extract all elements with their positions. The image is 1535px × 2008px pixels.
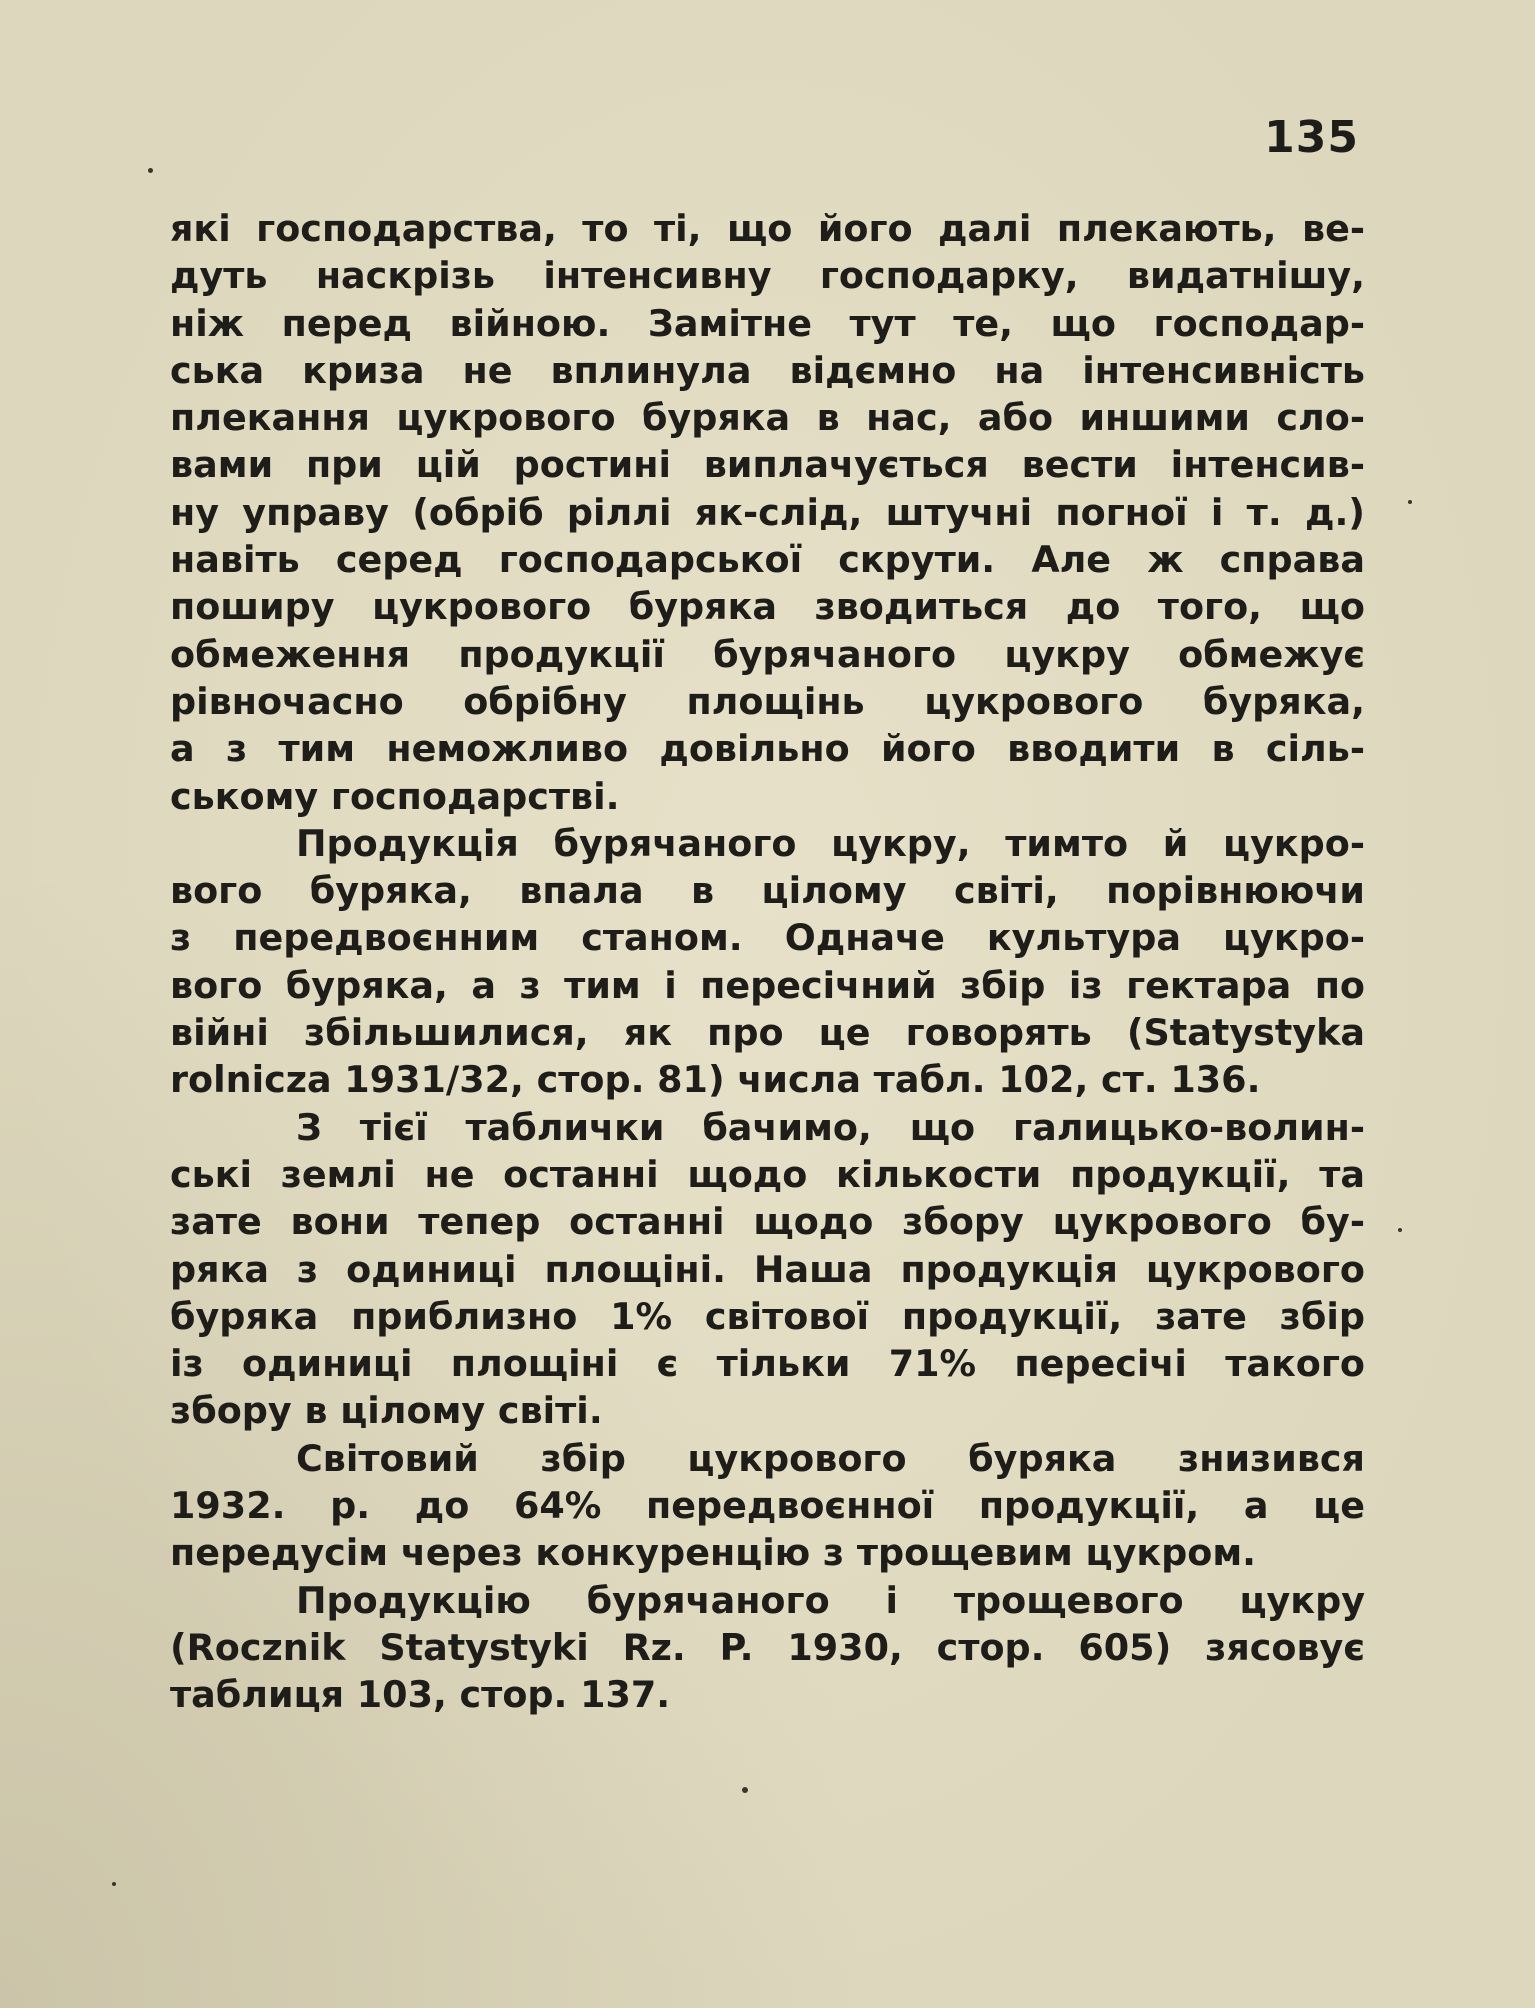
text-line: вого буряка, впала в цілому світі, порівнюючи [170, 869, 1365, 913]
text-line: обмеження продукції бурячаного цукру обмежує [170, 632, 1365, 676]
text-line: Продукцію бурячаного і трощевого цукру [296, 1578, 1365, 1622]
text-line: поширу цукрового буряка зводиться до того, що [170, 585, 1365, 629]
text-line: навіть серед господарської скрути. Але ж справа [170, 538, 1365, 582]
text-body [170, 205, 1365, 1719]
text-line: з передвоєнним станом. Одначе культура цукро- [170, 916, 1365, 960]
page-number: 135 [1264, 112, 1359, 163]
text-line: ському господарстві. [170, 774, 620, 818]
paper-speck [148, 168, 153, 173]
text-line: (Rocznik Statystyki Rz. P. 1930, стор. 605) зясовує [170, 1625, 1365, 1669]
text-line: З тієї таблички бачимо, що галицько-волин- [296, 1105, 1365, 1149]
paper-speck [742, 1787, 748, 1793]
text-line: плекання цукрового буряка в нас, або иншими сло- [170, 396, 1365, 440]
paper-speck [1398, 1228, 1402, 1232]
text-line: а з тим неможливо довільно його вводити в сіль- [170, 727, 1365, 771]
text-line: таблиця 103, стор. 137. [170, 1673, 671, 1717]
text-line: рівночасно обрібну площінь цукрового буряка, [170, 679, 1365, 723]
text-line: які господарства, то ті, що його далі плекають, ве- [170, 207, 1365, 250]
text-line: ряка з одиниці площіні. Наша продукція цукрового [170, 1247, 1365, 1291]
text-line: дуть наскрізь інтенсивну господарку, видатнішу, [170, 254, 1365, 298]
text-line: зате вони тепер останні щодо збору цукрового бу- [170, 1200, 1365, 1244]
text-line: вого буряка, а з тим і пересічний збір із гектара по [170, 963, 1365, 1007]
text-line: збору в цілому світі. [170, 1389, 603, 1433]
text-line: Світовий збір цукрового буряка знизився [296, 1436, 1365, 1480]
text-line: ська криза не вплинула відємно на інтенсивність [170, 348, 1365, 392]
text-line: ські землі не останні щодо кількости продукції, та [170, 1152, 1365, 1196]
text-line: 1932. р. до 64% передвоєнної продукції, а це [170, 1484, 1365, 1528]
paper-speck [1408, 500, 1412, 504]
text-line: із одиниці площіні є тільки 71% пересічі такого [170, 1342, 1365, 1386]
text-line: Продукція бурячаного цукру, тимто й цукро- [296, 821, 1365, 865]
text-line: вами при цій ростині виплачується вести інтенсив- [170, 443, 1365, 487]
text-line: ну управу (обріб ріллі як-слід, штучні погної і т. д.) [170, 490, 1365, 534]
text-line: війні збільшилися, як про це говорять (Statystyka [170, 1011, 1365, 1055]
text-line: ніж перед війною. Замітне тут те, що господар- [170, 301, 1365, 345]
text-line: передусім через конкуренцію з трощевим цукром. [170, 1531, 1257, 1575]
paper-speck [112, 1882, 116, 1886]
text-line: буряка приблизно 1% світової продукції, зате збір [170, 1294, 1365, 1338]
text-line: rolnicza 1931/32, стор. 81) числа табл. 102, ст. 136. [170, 1058, 1261, 1102]
